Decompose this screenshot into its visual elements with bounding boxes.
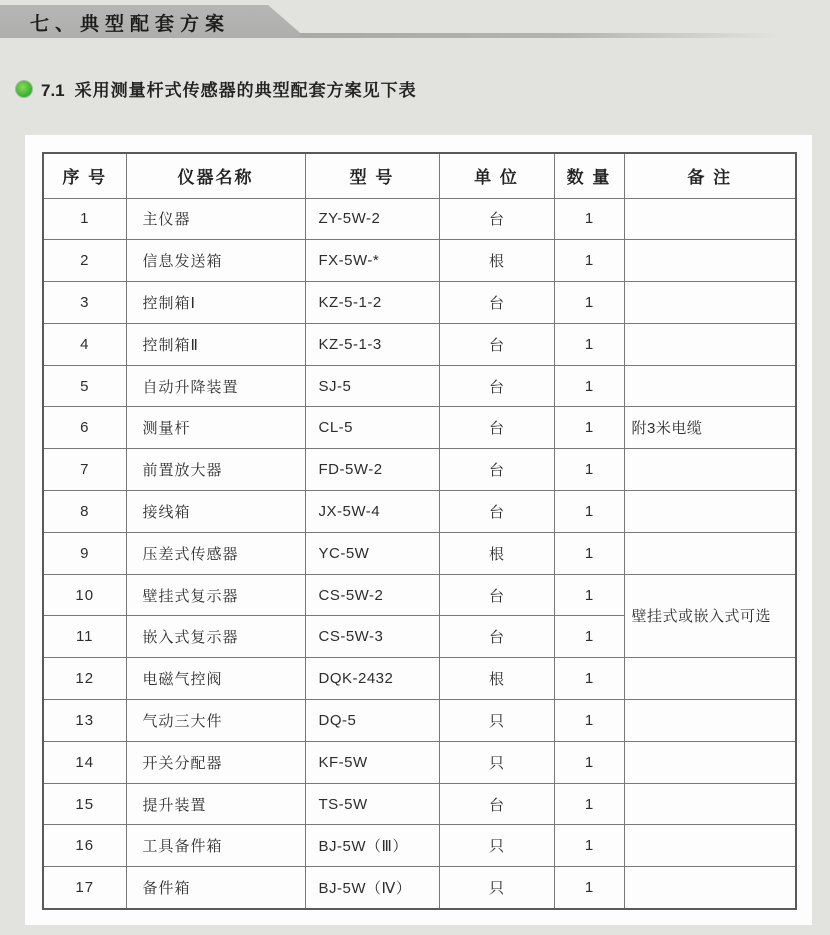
cell-quantity: 1	[554, 407, 624, 449]
cell-quantity: 1	[554, 700, 624, 742]
cell-model: CL-5	[305, 407, 439, 449]
cell-remark: 附3米电缆	[624, 407, 796, 449]
table-row	[43, 365, 796, 407]
table-row	[43, 240, 796, 282]
cell-quantity: 1	[554, 240, 624, 282]
cell-model: KZ-5-1-2	[305, 282, 439, 324]
cell-instrument-name: 气动三大件	[126, 700, 305, 742]
cell-quantity: 1	[554, 783, 624, 825]
cell-row-number: 9	[43, 532, 126, 574]
cell-row-number: 5	[43, 365, 126, 407]
cell-instrument-name: 壁挂式复示器	[126, 574, 305, 616]
table-row	[43, 449, 796, 491]
column-header-unit: 单 位	[439, 153, 554, 198]
cell-quantity: 1	[554, 532, 624, 574]
cell-unit: 台	[439, 407, 554, 449]
cell-model: DQK-2432	[305, 658, 439, 700]
cell-row-number: 4	[43, 323, 126, 365]
table-row	[43, 658, 796, 700]
cell-quantity: 1	[554, 616, 624, 658]
cell-remark	[624, 365, 796, 407]
cell-unit: 台	[439, 449, 554, 491]
cell-unit: 根	[439, 532, 554, 574]
cell-remark: 壁挂式或嵌入式可选	[624, 574, 796, 658]
cell-row-number: 1	[43, 198, 126, 240]
cell-row-number: 10	[43, 574, 126, 616]
cell-remark	[624, 741, 796, 783]
cell-quantity: 1	[554, 825, 624, 867]
green-dot-icon	[16, 81, 32, 97]
table-row	[43, 198, 796, 240]
cell-unit: 台	[439, 491, 554, 533]
cell-row-number: 8	[43, 491, 126, 533]
cell-instrument-name: 工具备件箱	[126, 825, 305, 867]
cell-remark	[624, 282, 796, 324]
cell-row-number: 15	[43, 783, 126, 825]
cell-instrument-name: 主仪器	[126, 198, 305, 240]
table-row	[43, 282, 796, 324]
cell-instrument-name: 备件箱	[126, 867, 305, 909]
table-row	[43, 323, 796, 365]
cell-remark	[624, 491, 796, 533]
table-row	[43, 783, 796, 825]
subsection-heading	[16, 76, 417, 101]
cell-row-number: 2	[43, 240, 126, 282]
cell-instrument-name: 信息发送箱	[126, 240, 305, 282]
cell-row-number: 3	[43, 282, 126, 324]
cell-unit: 根	[439, 658, 554, 700]
cell-unit: 台	[439, 783, 554, 825]
cell-unit: 台	[439, 616, 554, 658]
cell-row-number: 13	[43, 700, 126, 742]
cell-model: FD-5W-2	[305, 449, 439, 491]
cell-unit: 台	[439, 365, 554, 407]
cell-quantity: 1	[554, 491, 624, 533]
cell-instrument-name: 自动升降装置	[126, 365, 305, 407]
cell-instrument-name: 接线箱	[126, 491, 305, 533]
cell-row-number: 12	[43, 658, 126, 700]
cell-instrument-name: 控制箱Ⅱ	[126, 323, 305, 365]
cell-model: JX-5W-4	[305, 491, 439, 533]
cell-unit: 台	[439, 323, 554, 365]
cell-remark	[624, 449, 796, 491]
table-header	[43, 153, 796, 198]
cell-unit: 只	[439, 867, 554, 909]
subsection-number: 7.1	[41, 81, 65, 100]
equipment-table	[42, 152, 797, 910]
cell-model: TS-5W	[305, 783, 439, 825]
cell-remark	[624, 867, 796, 909]
cell-row-number: 6	[43, 407, 126, 449]
subsection-text: 采用测量杆式传感器的典型配套方案见下表	[74, 81, 417, 100]
cell-remark	[624, 783, 796, 825]
cell-instrument-name: 压差式传感器	[126, 532, 305, 574]
column-header-model: 型 号	[305, 153, 439, 198]
cell-instrument-name: 提升装置	[126, 783, 305, 825]
cell-model: KF-5W	[305, 741, 439, 783]
cell-model: SJ-5	[305, 365, 439, 407]
cell-quantity: 1	[554, 323, 624, 365]
section-header-ribbon	[0, 5, 830, 39]
cell-unit: 只	[439, 741, 554, 783]
column-header-remark: 备 注	[624, 153, 796, 198]
cell-instrument-name: 前置放大器	[126, 449, 305, 491]
cell-instrument-name: 控制箱Ⅰ	[126, 282, 305, 324]
cell-model: YC-5W	[305, 532, 439, 574]
cell-row-number: 7	[43, 449, 126, 491]
cell-model: BJ-5W（Ⅲ）	[305, 825, 439, 867]
cell-unit: 只	[439, 700, 554, 742]
cell-model: BJ-5W（Ⅳ）	[305, 867, 439, 909]
content-panel	[25, 135, 812, 925]
cell-instrument-name: 电磁气控阀	[126, 658, 305, 700]
table-row	[43, 491, 796, 533]
table-body	[43, 198, 796, 909]
cell-unit: 台	[439, 574, 554, 616]
cell-unit: 台	[439, 198, 554, 240]
cell-row-number: 16	[43, 825, 126, 867]
cell-remark	[624, 198, 796, 240]
cell-unit: 台	[439, 282, 554, 324]
subsection-label	[41, 76, 417, 101]
table-header-row	[43, 153, 796, 198]
cell-quantity: 1	[554, 449, 624, 491]
table-row	[43, 532, 796, 574]
cell-remark	[624, 323, 796, 365]
cell-quantity: 1	[554, 574, 624, 616]
cell-unit: 只	[439, 825, 554, 867]
cell-quantity: 1	[554, 198, 624, 240]
table-row	[43, 867, 796, 909]
cell-instrument-name: 测量杆	[126, 407, 305, 449]
cell-instrument-name: 开关分配器	[126, 741, 305, 783]
cell-remark	[624, 825, 796, 867]
cell-row-number: 11	[43, 616, 126, 658]
cell-quantity: 1	[554, 282, 624, 324]
column-header-no: 序 号	[43, 153, 126, 198]
cell-model: ZY-5W-2	[305, 198, 439, 240]
cell-model: FX-5W-*	[305, 240, 439, 282]
table-row	[43, 741, 796, 783]
cell-quantity: 1	[554, 658, 624, 700]
cell-unit: 根	[439, 240, 554, 282]
cell-remark	[624, 658, 796, 700]
cell-quantity: 1	[554, 741, 624, 783]
cell-model: CS-5W-3	[305, 616, 439, 658]
cell-remark	[624, 240, 796, 282]
cell-quantity: 1	[554, 867, 624, 909]
cell-remark	[624, 700, 796, 742]
cell-row-number: 14	[43, 741, 126, 783]
table-row	[43, 574, 796, 616]
cell-instrument-name: 嵌入式复示器	[126, 616, 305, 658]
cell-remark	[624, 532, 796, 574]
column-header-qty: 数 量	[554, 153, 624, 198]
table-row	[43, 700, 796, 742]
section-title: 七、典型配套方案	[30, 14, 231, 35]
ribbon-tail-line	[300, 33, 780, 38]
cell-model: KZ-5-1-3	[305, 323, 439, 365]
table-row	[43, 825, 796, 867]
cell-row-number: 17	[43, 867, 126, 909]
cell-model: CS-5W-2	[305, 574, 439, 616]
cell-quantity: 1	[554, 365, 624, 407]
column-header-name: 仪器名称	[126, 153, 305, 198]
table-row	[43, 407, 796, 449]
cell-model: DQ-5	[305, 700, 439, 742]
